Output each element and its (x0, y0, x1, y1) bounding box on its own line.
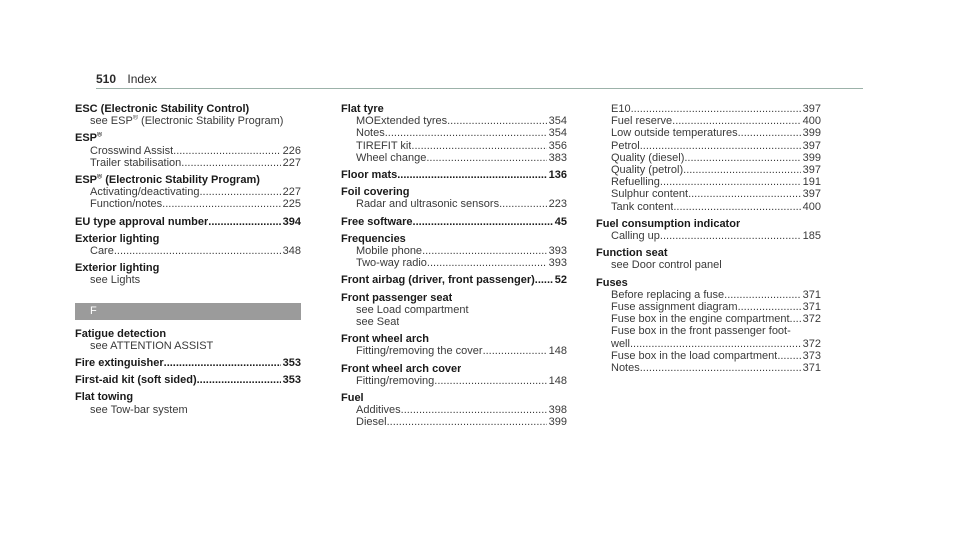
subline-text: Notes (356, 127, 385, 140)
subline-text: see ATTENTION ASSIST (90, 339, 214, 352)
entry-heading-text: ESC (Electronic Stability Control) (75, 103, 250, 115)
entry-subline[interactable] (596, 350, 821, 362)
subline-text: Before replacing a fuse (611, 288, 725, 301)
index-entry (341, 392, 567, 429)
leader-dots (738, 301, 801, 313)
index-entry (75, 328, 301, 352)
page-ref[interactable]: 227 (282, 156, 301, 169)
entry-subline[interactable] (341, 257, 567, 269)
subline-text: see Lights (90, 274, 141, 287)
letter-divider: F (75, 303, 301, 320)
entry-heading (75, 174, 301, 186)
entry-heading-text: EU type approval number (75, 215, 209, 228)
leader-dots (413, 216, 553, 228)
subline-text: E10 (611, 103, 631, 115)
entry-heading (75, 132, 301, 144)
index-entry (75, 216, 301, 228)
leader-dots (660, 176, 801, 188)
index-entry (75, 374, 301, 386)
page-ref[interactable]: 223 (548, 198, 567, 211)
page-ref[interactable]: 397 (802, 139, 821, 152)
entry-heading-text: Fire extinguisher (75, 357, 164, 370)
subline-text: Calling up (611, 230, 660, 243)
entry-heading-text: Exterior lighting (75, 232, 160, 245)
subline-text: Low outside temperatures (611, 127, 738, 140)
entry-heading[interactable] (341, 169, 567, 181)
index-entry (341, 363, 567, 387)
entry-subline[interactable] (341, 345, 567, 357)
subline-text: Fuse box in the front passenger foot- (611, 325, 791, 338)
index-entry (75, 262, 301, 286)
section-title: Index (127, 72, 157, 86)
leader-dots (426, 152, 546, 164)
leader-dots (173, 145, 281, 157)
entry-subline (341, 304, 567, 316)
entry-heading-text: ESP® (Electronic Stability Program) (75, 174, 260, 187)
entry-subline[interactable] (75, 186, 301, 198)
leader-dots (397, 169, 546, 181)
subline-text: Petrol (611, 139, 640, 152)
subline-text: see Tow-bar system (90, 403, 188, 416)
entry-heading-text: Free software (341, 215, 413, 228)
entry-heading-text: Fatigue detection (75, 327, 167, 340)
leader-dots (162, 198, 280, 210)
entry-subline[interactable] (596, 176, 821, 188)
page-ref[interactable]: 393 (548, 245, 567, 258)
entry-subline[interactable] (596, 140, 821, 152)
page-ref[interactable]: 227 (282, 186, 301, 199)
subline-text: Trailer stabilisation (90, 156, 182, 169)
index-entry (341, 103, 567, 164)
leader-dots (499, 198, 547, 210)
entry-heading-text: Front wheel arch (341, 333, 430, 346)
leader-dots (660, 230, 801, 242)
entry-heading (596, 277, 821, 289)
leader-dots (401, 404, 547, 416)
entry-subline[interactable] (596, 362, 821, 374)
entry-subline[interactable] (341, 245, 567, 257)
page-ref[interactable]: 373 (802, 349, 821, 362)
entry-heading-text: Foil covering (341, 186, 410, 199)
leader-dots (434, 375, 546, 387)
page-ref[interactable]: 372 (802, 313, 821, 326)
subline-text: Mobile phone (356, 245, 423, 258)
entry-heading (75, 103, 301, 115)
page-ref[interactable]: 397 (802, 103, 821, 115)
entry-subline (596, 259, 821, 271)
entry-heading (341, 186, 567, 198)
entry-heading-text: Fuses (596, 276, 628, 289)
page-ref[interactable]: 394 (282, 215, 301, 228)
entry-subline[interactable] (341, 140, 567, 152)
entry-heading-text: Flat tyre (341, 103, 384, 115)
page-ref[interactable]: 353 (282, 357, 301, 370)
leader-dots (724, 289, 801, 301)
subline-text: Quality (petrol) (611, 164, 684, 177)
subline-text: well (611, 337, 630, 350)
leader-dots (208, 216, 280, 228)
entry-subline[interactable] (341, 127, 567, 139)
subline-text: Fitting/removing the cover (356, 345, 483, 358)
entry-subline (75, 274, 301, 286)
index-column-3 (596, 103, 821, 379)
leader-dots (630, 338, 801, 350)
entry-heading (596, 247, 821, 259)
page-ref[interactable]: 348 (282, 245, 301, 258)
page-number: 510 (96, 72, 117, 86)
subline-text: Wheel change (356, 151, 427, 164)
entry-heading (341, 363, 567, 375)
leader-dots (640, 140, 801, 152)
subline-text: Fitting/removing (356, 374, 435, 387)
entry-subline[interactable] (596, 127, 821, 139)
entry-heading[interactable] (75, 374, 301, 386)
leader-dots (447, 115, 547, 127)
entry-subline[interactable] (341, 115, 567, 127)
leader-dots (199, 186, 280, 198)
subline-text: Function/notes (90, 198, 163, 211)
page-ref[interactable]: 383 (548, 151, 567, 164)
page-ref[interactable]: 399 (548, 416, 567, 429)
index-entry (596, 103, 821, 213)
entry-subline (75, 404, 301, 416)
entry-subline[interactable] (596, 301, 821, 313)
leader-dots (114, 245, 281, 257)
page-ref[interactable]: 371 (802, 362, 821, 375)
subline-text: TIREFIT kit (356, 139, 412, 152)
index-entry (75, 233, 301, 257)
page-ref[interactable]: 399 (802, 151, 821, 164)
entry-subline[interactable] (75, 145, 301, 157)
entry-subline[interactable] (596, 115, 821, 127)
entry-heading-text: Flat towing (75, 391, 134, 404)
subline-text: Notes (611, 362, 640, 375)
entry-subline[interactable] (596, 164, 821, 176)
entry-subline[interactable] (596, 103, 821, 115)
entry-subline (341, 316, 567, 328)
entry-heading (75, 262, 301, 274)
page-ref[interactable]: 45 (554, 215, 567, 228)
page-ref[interactable]: 52 (554, 274, 567, 287)
subline-text: see Door control panel (611, 259, 722, 272)
subline-text: MOExtended tyres (356, 115, 448, 128)
page-ref[interactable]: 399 (802, 127, 821, 140)
entry-subline[interactable] (341, 375, 567, 387)
subline-text: Sulphur content (611, 188, 689, 201)
subline-text: Fuse box in the engine compartment (611, 313, 790, 326)
entry-subline[interactable] (596, 188, 821, 200)
subline-text: Radar and ultrasonic sensors (356, 198, 500, 211)
page-ref[interactable]: 191 (802, 176, 821, 189)
page-ref[interactable]: 148 (548, 374, 567, 387)
entry-heading (341, 233, 567, 245)
entry-heading-text: Front airbag (driver, front passenger) (341, 274, 535, 287)
index-entry (341, 274, 567, 286)
subline-text: Fuse box in the load compartment (611, 349, 778, 362)
entry-heading (75, 233, 301, 245)
page-ref[interactable]: 400 (802, 200, 821, 213)
index-entry (75, 103, 301, 127)
entry-heading-text: Fuel (341, 392, 364, 405)
index-entry (75, 174, 301, 211)
leader-dots (411, 140, 546, 152)
page-ref[interactable]: 397 (802, 164, 821, 177)
entry-heading[interactable] (341, 216, 567, 228)
leader-dots (535, 274, 553, 286)
entry-subline[interactable] (75, 245, 301, 257)
entry-subline[interactable] (596, 313, 821, 325)
subline-text: Refuelling (611, 176, 660, 189)
subline-text: see ESP® (Electronic Stability Program) (90, 115, 284, 128)
entry-subline[interactable] (596, 152, 821, 164)
subline-text: Fuse assignment diagram (611, 301, 738, 314)
subline-text: see Load compartment (356, 303, 469, 316)
header-rule (96, 88, 863, 89)
page-ref[interactable]: 400 (802, 115, 821, 128)
leader-dots (385, 127, 547, 139)
index-entry (341, 292, 567, 329)
page-ref[interactable]: 136 (548, 169, 567, 182)
page-ref[interactable]: 353 (282, 374, 301, 387)
entry-subline[interactable] (341, 404, 567, 416)
page-ref[interactable]: 371 (802, 288, 821, 301)
entry-heading (596, 218, 821, 230)
leader-dots (688, 188, 801, 200)
page-ref[interactable]: 393 (548, 257, 567, 270)
entry-subline[interactable] (596, 289, 821, 301)
index-column-1 (75, 103, 301, 421)
index-entry (596, 247, 821, 271)
leader-dots (422, 245, 547, 257)
page-ref[interactable]: 354 (548, 127, 567, 140)
entry-heading-text: Exterior lighting (75, 262, 160, 275)
entry-subline[interactable] (341, 416, 567, 428)
index-column-2 (341, 103, 567, 434)
leader-dots (197, 374, 281, 386)
entry-subline[interactable] (596, 201, 821, 213)
page-ref[interactable]: 398 (548, 404, 567, 417)
entry-heading-text: Fuel consumption indicator (596, 217, 741, 230)
entry-heading (341, 333, 567, 345)
page-header (96, 72, 157, 86)
page-ref[interactable]: 371 (802, 301, 821, 314)
page-ref[interactable]: 354 (548, 115, 567, 128)
leader-dots (483, 345, 547, 357)
subline-text: Diesel (356, 416, 387, 429)
index-entry (75, 357, 301, 369)
entry-heading-text: First-aid kit (soft sided) (75, 374, 197, 387)
entry-heading-text: Front wheel arch cover (341, 362, 462, 375)
entry-heading-text: Frequencies (341, 232, 406, 245)
leader-dots (673, 201, 800, 213)
leader-dots (164, 357, 281, 369)
subline-text: see Seat (356, 316, 400, 329)
entry-heading-text: Floor mats (341, 169, 398, 182)
entry-heading-text: Front passenger seat (341, 291, 453, 304)
leader-dots (181, 157, 280, 169)
subline-text: Activating/deactivating (90, 186, 200, 199)
entry-heading-text: ESP® (75, 132, 103, 145)
entry-subline[interactable] (75, 157, 301, 169)
subline-text: Crosswind Assist (90, 144, 174, 157)
subline-text: Two-way radio (356, 257, 427, 270)
entry-heading[interactable] (75, 357, 301, 369)
subline-text: Care (90, 245, 114, 258)
entry-heading (341, 103, 567, 115)
index-entry (596, 218, 821, 242)
page-ref[interactable]: 356 (548, 139, 567, 152)
page-ref[interactable]: 372 (802, 337, 821, 350)
index-entry (341, 169, 567, 181)
entry-subline[interactable] (596, 338, 821, 350)
subline-text: Additives (356, 404, 401, 417)
index-entry (341, 233, 567, 270)
entry-heading (75, 328, 301, 340)
index-entry (75, 391, 301, 415)
index-entry (341, 216, 567, 228)
leader-dots (672, 115, 801, 127)
entry-subline[interactable] (75, 198, 301, 210)
entry-heading (341, 392, 567, 404)
leader-dots (738, 127, 801, 139)
leader-dots (684, 152, 800, 164)
entry-heading (341, 292, 567, 304)
subline-text: Tank content (611, 200, 674, 213)
page-ref[interactable]: 148 (548, 345, 567, 358)
page-ref[interactable]: 226 (282, 144, 301, 157)
entry-subline (75, 115, 301, 127)
leader-dots (427, 257, 547, 269)
leader-dots (683, 164, 801, 176)
page-ref[interactable]: 185 (802, 230, 821, 243)
leader-dots (790, 313, 801, 325)
entry-subline[interactable] (596, 230, 821, 242)
leader-dots (387, 416, 547, 428)
entry-heading-text: Function seat (596, 247, 668, 260)
entry-subline[interactable] (341, 198, 567, 210)
leader-dots (777, 350, 800, 362)
entry-heading[interactable] (341, 274, 567, 286)
page-ref[interactable]: 397 (802, 188, 821, 201)
page-ref[interactable]: 225 (282, 198, 301, 211)
subline-text: Fuel reserve (611, 115, 673, 128)
entry-subline[interactable] (341, 152, 567, 164)
index-entry (596, 277, 821, 375)
subline-text: Quality (diesel) (611, 151, 685, 164)
entry-heading (75, 391, 301, 403)
index-entry (341, 186, 567, 210)
leader-dots (631, 103, 801, 115)
entry-subline (596, 325, 821, 337)
index-entry (341, 333, 567, 357)
entry-subline (75, 340, 301, 352)
entry-heading[interactable] (75, 216, 301, 228)
index-entry (75, 132, 301, 169)
leader-dots (640, 362, 801, 374)
